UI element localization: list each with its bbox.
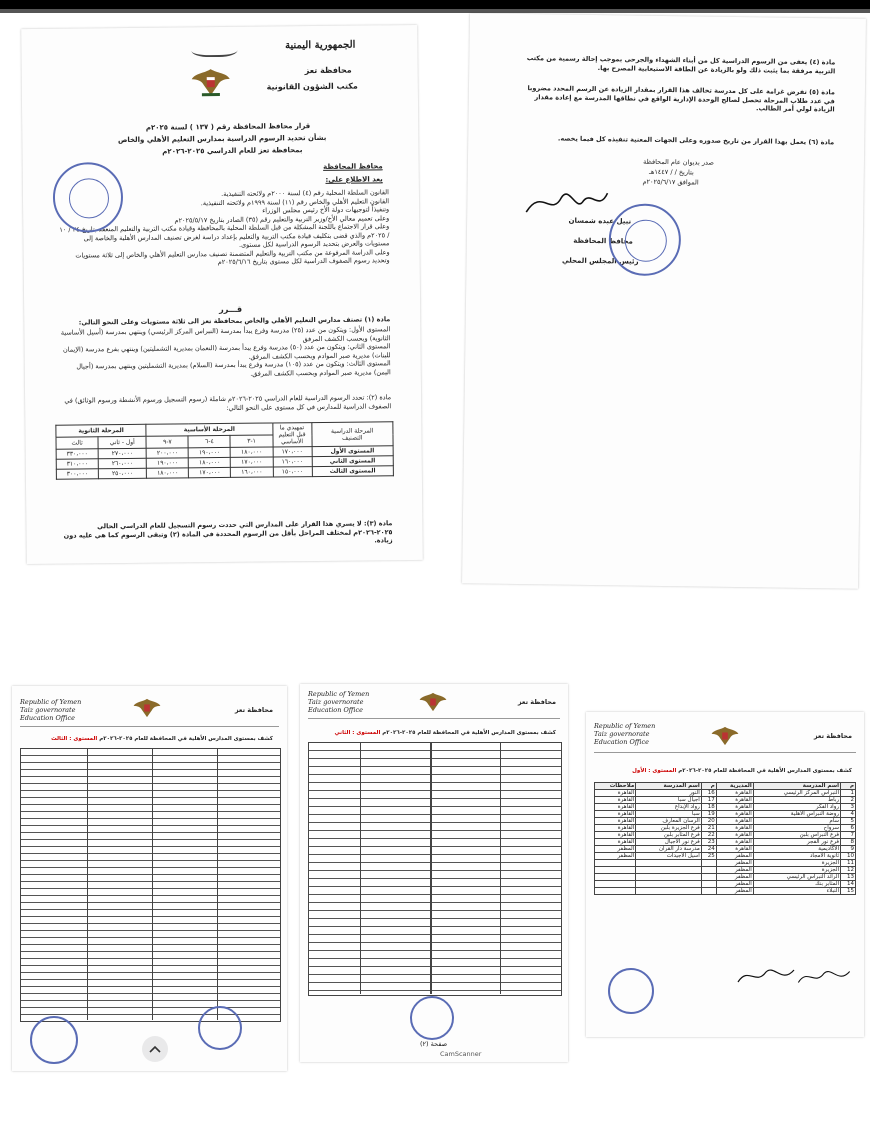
- level-label: المستوى : الثاني: [334, 730, 381, 736]
- chevron-up-icon: [149, 1045, 161, 1053]
- republic-en: Republic of Yemen: [308, 690, 370, 698]
- table-row: [595, 839, 856, 846]
- republic-en: Republic of Yemen: [20, 698, 82, 706]
- table-cell: روضة النبراس الأهلية: [753, 811, 840, 818]
- table-cell: 1: [841, 790, 856, 797]
- table-cell: 16: [701, 790, 716, 797]
- table-cell: [636, 860, 702, 867]
- republic-en: Republic of Yemen: [594, 722, 656, 730]
- table-cell: القاهرة: [716, 832, 753, 839]
- table-cell: 20: [701, 818, 716, 825]
- table-row: [595, 818, 856, 825]
- table-cell: سرواح: [753, 825, 840, 832]
- grade-header: ٧-٩: [146, 436, 188, 448]
- governor-signature: [521, 182, 612, 223]
- table-cell: [701, 888, 716, 895]
- article-6: مادة (٦) يعمل بهذا القرار من تاريخ صدوره وعلى الجهات المعنية تنفيذه كل فيما يخصه.: [557, 134, 835, 147]
- table-cell: 7: [841, 832, 856, 839]
- fee-cell: ١٩٠،٠٠٠: [147, 458, 189, 468]
- level-1-table: [594, 782, 856, 895]
- level-cell: المستوى الثاني: [312, 456, 394, 467]
- table-cell: النور: [636, 790, 702, 797]
- table-cell: المظفر: [716, 874, 753, 881]
- office-en: Education Office: [594, 738, 649, 746]
- table-cell: فرع نور الأجيال: [636, 839, 702, 846]
- table-cell: القاهرة: [595, 839, 636, 846]
- table-cell: المثابر بنك: [753, 881, 840, 888]
- col-line: [87, 748, 88, 1020]
- table-cell: الجزيرة: [753, 867, 840, 874]
- column-header: م: [701, 783, 716, 790]
- table-cell: سبأ: [636, 811, 702, 818]
- table-cell: فرع النبراس بلبن: [753, 832, 840, 839]
- table-cell: المظفر: [716, 867, 753, 874]
- table-cell: 3: [841, 804, 856, 811]
- table-cell: 8: [841, 839, 856, 846]
- table-row: [595, 853, 856, 860]
- decree-title-2: بشأن تحديد الرسوم الدراسية بمدارس التعليم الأهلي والخاص: [117, 133, 327, 145]
- column-header: اسم المدرسة: [636, 783, 702, 790]
- signer-title-2: رئيس المجلس المحلي: [561, 256, 639, 266]
- table-cell: 5: [841, 818, 856, 825]
- article-1-title: مادة (١) تصنف مدارس التعليم الأهلي والخاص بمحافظة تعز الى ثلاثة مستويات وعلى النحو التالي:: [78, 315, 391, 327]
- secondary-stage-header: المرحلة الثانوية: [56, 424, 146, 437]
- table-row: [595, 832, 856, 839]
- table-cell: 24: [701, 846, 716, 853]
- decree-page-2: [462, 13, 866, 588]
- table-cell: القاهرة: [595, 825, 636, 832]
- school-list-level-2: [300, 684, 568, 1062]
- table-cell: 23: [701, 839, 716, 846]
- signature: [796, 966, 852, 988]
- table-cell: القاهرة: [716, 797, 753, 804]
- table-cell: فرع المثابر بلبن: [636, 832, 702, 839]
- table-cell: [595, 860, 636, 867]
- table-row: [595, 797, 856, 804]
- yemen-eagle-emblem: [710, 724, 740, 748]
- divider: [308, 718, 560, 719]
- list-title: [51, 736, 273, 742]
- table-cell: ثانوية الأمجاد: [753, 853, 840, 860]
- school-list-level-1: [586, 712, 864, 1037]
- decree-title-1: قرار محافظ المحافظة رقم ( ١٣٧ ) لسنة ٢٠٢٥م: [145, 122, 311, 132]
- basic-stage-header: المرحلة الأساسية: [146, 423, 272, 436]
- table-row: [595, 888, 856, 895]
- table-header-row: [595, 783, 856, 790]
- level-cell: المستوى الثالث: [312, 466, 394, 477]
- grade-header: ٤-٦: [188, 435, 230, 447]
- column-header: م: [841, 783, 856, 790]
- fee-cell: ١٩٠،٠٠٠: [188, 447, 230, 457]
- corner-top: المرحلة الدراسية: [330, 426, 374, 435]
- review-item: وتنفيذاً لتوجيهات دولة الأخ رئيس مجلس الوزراء: [262, 205, 390, 215]
- table-cell: أجيال سبأ: [636, 797, 702, 804]
- table-row: [595, 860, 856, 867]
- after-review-heading: بعد الاطلاع على:: [325, 175, 383, 184]
- top-black-bar: [0, 0, 870, 9]
- table-row: [595, 825, 856, 832]
- official-stamp: [410, 996, 454, 1040]
- fees-table: [55, 421, 394, 480]
- gov-ar: محافظة تعز: [517, 698, 556, 706]
- col-line: [217, 748, 218, 1020]
- table-cell: المظفر: [716, 853, 753, 860]
- decree-title-3: بمحافظة تعز للعام الدراسي ٢٠٢٥-٢٠٢٦م: [162, 146, 303, 156]
- table-cell: النبراس المركز الرئيسي: [753, 790, 840, 797]
- yemen-eagle-emblem: [418, 690, 448, 714]
- table-cell: [595, 888, 636, 895]
- table-cell: القاهرة: [595, 818, 636, 825]
- grade-header: أول - ثاني: [98, 436, 146, 449]
- fee-cell: ٢٧٠،٠٠٠: [98, 448, 146, 459]
- table-row: [595, 846, 856, 853]
- article-1-items: [60, 325, 391, 379]
- office-en: Education Office: [20, 714, 75, 722]
- table-cell: المظفر: [716, 881, 753, 888]
- republic-header: الجمهورية اليمنية: [285, 39, 356, 52]
- table-row: [595, 874, 856, 881]
- article-2: مادة (٢): تحدد الرسوم الدراسية للعام الدراسي ٢٠٢٥-٢٠٢٦م شاملة (رسوم التسجيل ورسوم الأنشطة ورسوم الوثائق) في الصفوف الدراسية للمدارس في كل مستوى على النحو التالي:: [64, 393, 392, 412]
- fee-cell: ٣٠٠،٠٠٠: [56, 469, 98, 479]
- article-4: مادة (٤) يعفى من الرسوم الدراسية كل من أبناء الشهداء والجرحى بموجب إحالة رسمية من مكتب التربية مرفقة بما يثبت ذلك ولو بالزيادة عن الطاقة الاستيعابية المصرح بها.: [526, 54, 836, 75]
- table-cell: القاهرة: [595, 790, 636, 797]
- gov-ar: محافظة تعز: [234, 706, 273, 714]
- fee-cell: ٢٦٠،٠٠٠: [98, 458, 146, 469]
- table-cell: 18: [701, 804, 716, 811]
- table-row: [595, 881, 856, 888]
- review-item: وعلى قرار الاجتماع باللجنة المشكلة من قبل السلطة المحلية بالمحافظة وقيادة مكتب التربية والتعليم المنعقد بتاريخ ٢٤ / ١٠ / ٢٠٢٥م والذي قضى بتكليف قيادة مكتب التربية والتعليم بإعداد دراسة لغرض تصنيف المدارس الأهلية والخاصة إلى مستويات والعرض بتحديد الرسوم الدراسية لكل مستوى.: [59, 222, 390, 249]
- fee-cell: ١٥٠،٠٠٠: [273, 467, 312, 477]
- table-cell: القاهرة: [716, 846, 753, 853]
- fee-cell: ١٧٠،٠٠٠: [273, 447, 312, 457]
- table-cell: 14: [841, 881, 856, 888]
- level-item: المستوى الثالث: ويتكون من عدد (١٠٥) مدرسة وفرع يبدأ بمدرسة (السلام) بمديرية التشمليتين وينتهي بمدرسة (أجيال اليمن) مديرية صبر الموادم وبحسب الكشف المرفق.: [76, 359, 391, 378]
- column-header: ملاحظات: [595, 783, 636, 790]
- grade-header: ١-٣: [230, 435, 272, 447]
- table-row: [595, 811, 856, 818]
- fee-cell: ٣٣٠،٠٠٠: [56, 449, 98, 459]
- table-cell: القاهرة: [716, 811, 753, 818]
- list-title-text: كشف بمستوى المدارس الأهلية في المحافظة للعام ٢٠٢٥-٢٠٢٦م: [382, 730, 556, 736]
- table-cell: [701, 881, 716, 888]
- col-line: [500, 742, 501, 994]
- table-cell: [701, 867, 716, 874]
- gov-en: Taiz governorate: [308, 698, 364, 706]
- page-number: صفحة (٢): [420, 1040, 448, 1048]
- review-item: القانون التعليم الأهلي والخاص رقم (١١) لسنة ١٩٩٩م ولائحته التنفيذية.: [200, 196, 390, 207]
- school-grid: [308, 742, 562, 996]
- governorate-header: محافظة تعز: [304, 65, 352, 76]
- divider: [20, 726, 279, 727]
- fee-cell: ١٨٠،٠٠٠: [231, 447, 273, 457]
- column-header: اسم المدرسة: [753, 783, 840, 790]
- table-cell: القاهرة: [716, 825, 753, 832]
- table-cell: 22: [701, 832, 716, 839]
- camscanner-label: CamScanner: [440, 1050, 482, 1058]
- table-cell: 10: [841, 853, 856, 860]
- date-gregorian: الموافق ٢٠٢٥/٦/١٧م: [642, 177, 699, 187]
- review-item: وعلى تعميم معالي الأخ/وزير التربية والتعليم رقم (٣٥) الصادر بتاريخ ٢٠٢٥/٥/١٧م: [174, 213, 390, 224]
- table-cell: [636, 867, 702, 874]
- yemen-eagle-emblem: [190, 65, 232, 99]
- gov-en: Taiz governorate: [594, 730, 650, 738]
- fee-cell: ١٦٠،٠٠٠: [273, 457, 312, 467]
- gov-ar: محافظة تعز: [813, 732, 852, 740]
- fee-cell: ٣١٠،٠٠٠: [56, 459, 98, 469]
- fee-cell: ١٧٠،٠٠٠: [189, 467, 231, 477]
- fee-cell: ١٨٠،٠٠٠: [147, 468, 189, 478]
- signature: [736, 964, 796, 988]
- official-stamp: [608, 203, 681, 276]
- table-cell: سام: [753, 818, 840, 825]
- table-cell: [595, 867, 636, 874]
- fee-cell: ٢٠٠،٠٠٠: [146, 448, 188, 458]
- col-line: [430, 742, 432, 994]
- table-cell: 13: [841, 874, 856, 881]
- decree-page-1: [21, 25, 423, 564]
- table-cell: 17: [701, 797, 716, 804]
- table-cell: [595, 874, 636, 881]
- table-cell: القاهرة: [716, 804, 753, 811]
- table-cell: القاهرة: [595, 797, 636, 804]
- table-cell: 2: [841, 797, 856, 804]
- table-cell: [636, 888, 702, 895]
- table-cell: 9: [841, 846, 856, 853]
- official-stamp: [198, 1006, 242, 1050]
- table-cell: أسيل الأجيدات: [636, 853, 702, 860]
- list-title-text: كشف بمستوى المدارس الأهلية في المحافظة للعام ٢٠٢٥-٢٠٢٦م: [678, 768, 852, 774]
- fee-cell: ١٨٠،٠٠٠: [189, 457, 231, 467]
- table-cell: المظفر: [595, 853, 636, 860]
- grade-header: ثالث: [56, 437, 98, 449]
- list-title-text: كشف بمستوى المدارس الأهلية في المحافظة للعام ٢٠٢٥-٢٠٢٦م: [99, 736, 273, 742]
- office-en: Education Office: [308, 706, 363, 714]
- table-row: [595, 867, 856, 874]
- table-cell: المظفر: [716, 888, 753, 895]
- table-cell: 4: [841, 811, 856, 818]
- corner-bottom: التصنيف: [342, 434, 363, 442]
- preschool-header: تمهيدي ما قبل التعليم الأساسي: [272, 423, 311, 447]
- table-cell: الرسان المعارف: [636, 818, 702, 825]
- table-cell: 25: [701, 853, 716, 860]
- top-grey-bar: [0, 9, 870, 13]
- level-item: المستوى الأول: ويتكون من عدد (٢٥) مدرسة وفرع يبدأ بمدرسة (النبراس المركز الرئيسي) وينتهي بمدرسة (أسيل الأساسية الثانوية) وبحسب الكشف المرفق: [60, 325, 391, 343]
- col-line: [152, 748, 153, 1020]
- table-cell: القاهرة: [716, 818, 753, 825]
- table-cell: رباط: [753, 797, 840, 804]
- official-stamp: [30, 1016, 78, 1064]
- table-row: [595, 790, 856, 797]
- table-cell: 19: [701, 811, 716, 818]
- office-header: مكتب الشؤون القانونية: [266, 81, 358, 92]
- table-cell: 12: [841, 867, 856, 874]
- level-label: المستوى : الثالث: [51, 736, 98, 742]
- table-cell: رواد الفكر: [753, 804, 840, 811]
- table-cell: [636, 881, 702, 888]
- issuer: محافظ المحافظة: [323, 162, 383, 171]
- column-header: المديرية: [716, 783, 753, 790]
- official-stamp: [53, 162, 124, 233]
- review-item: وعلى الدراسة المرفوعة من مكتب التربية والتعليم المتضمنة تصنيف مدارس التعليم الأهلي والخاص إلى ثلاثة مستويات وتحديد رسوم الصفوف الدراسية لكل مستوى بتاريخ ٢٠٢٥/٦/١٦م: [75, 247, 390, 267]
- fee-cell: ٢٥٠،٠٠٠: [98, 468, 146, 479]
- corner-cell: [311, 422, 393, 447]
- table-cell: 21: [701, 825, 716, 832]
- school-list-level-3: [12, 686, 287, 1071]
- table-cell: القاهرة: [595, 832, 636, 839]
- table-cell: الرائد النبراس الرئيسي: [753, 874, 840, 881]
- level-label: المستوى : الأول: [632, 768, 677, 774]
- table-cell: النبلاء: [753, 888, 840, 895]
- scroll-up-button[interactable]: [142, 1036, 168, 1062]
- list-title: [334, 730, 556, 736]
- fee-row: [56, 466, 393, 480]
- table-cell: فرع الجزيرة بلبن: [636, 825, 702, 832]
- level-item: المستوى الثاني: ويتكون من عدد (٥٠) مدرسة وفرع يبدأ بمدرسة (النعمان بمديرية التشمليتين) وينتهي بفرع مدرسة (الإيمان للبنات) مديرية صبر الموادم وبحسب الكشف المرفق.: [62, 342, 391, 361]
- table-cell: [636, 874, 702, 881]
- school-grid: [20, 748, 281, 1022]
- level-cell: المستوى الأول: [312, 446, 394, 457]
- table-cell: فرع نور الفجر: [753, 839, 840, 846]
- table-cell: 11: [841, 860, 856, 867]
- table-cell: مدرسة دار القرآن: [636, 846, 702, 853]
- review-item: القانون السلطة المحلية رقم (٤) لسنة ٢٠٠٠م ولائحته التنفيذية.: [221, 188, 389, 199]
- signer-title-1: محافظ المحافظة: [573, 236, 633, 246]
- table-cell: الجزيرة: [753, 860, 840, 867]
- table-row: [595, 804, 856, 811]
- article-3: مادة (٣): لا يسري هذا القرار على المدارس التي حددت رسوم التسجيل للعام الدراسي الحالي ٢٠٢٥-٢٠٢٦م لمختلف المراحل بأقل من الرسوم المحددة في المادة (٢) وتبقى الرسوم كما هي عليه دون زيادة.: [63, 519, 393, 545]
- divider: [594, 752, 856, 753]
- table-cell: المظفر: [595, 846, 636, 853]
- table-cell: [701, 860, 716, 867]
- table-cell: [701, 874, 716, 881]
- col-line: [360, 742, 361, 994]
- table-cell: [595, 881, 636, 888]
- issued-at: صدر بديوان عام المحافظة: [643, 157, 714, 167]
- table-cell: القاهرة: [716, 790, 753, 797]
- table-cell: القاهرة: [595, 804, 636, 811]
- table-cell: الأكاديمية: [753, 846, 840, 853]
- table-cell: المظفر: [716, 860, 753, 867]
- gov-en: Taiz governorate: [20, 706, 76, 714]
- table-cell: 15: [841, 888, 856, 895]
- date-hijri: بتاريخ / / ١٤٤٧هـ: [648, 167, 694, 177]
- table-cell: رواد الإبداع: [636, 804, 702, 811]
- official-stamp: [608, 968, 654, 1014]
- fee-cell: ١٦٠،٠٠٠: [231, 467, 273, 477]
- table-cell: 6: [841, 825, 856, 832]
- calligraphy-heading: [191, 41, 237, 57]
- article-5: مادة (٥) تفرض غرامة على كل مدرسة تخالف هذا القرار بمقدار الزيادة عن الرسم المحدد مضروبا في عدد طلاب المرحلة تحصل لصالح الوحدة الإدارية الواقع في نطاقها المدرسة مع إعادة مقدار الزيادة لولي أمر الطالب.: [527, 84, 835, 114]
- table-cell: القاهرة: [595, 811, 636, 818]
- decides-heading: قـــرر: [219, 304, 243, 315]
- signer-name: نبيل عبده شمسان: [568, 216, 632, 226]
- yemen-eagle-emblem: [132, 696, 162, 720]
- fee-cell: ١٧٠،٠٠٠: [231, 457, 273, 467]
- list-title: [632, 768, 852, 774]
- table-cell: القاهرة: [716, 839, 753, 846]
